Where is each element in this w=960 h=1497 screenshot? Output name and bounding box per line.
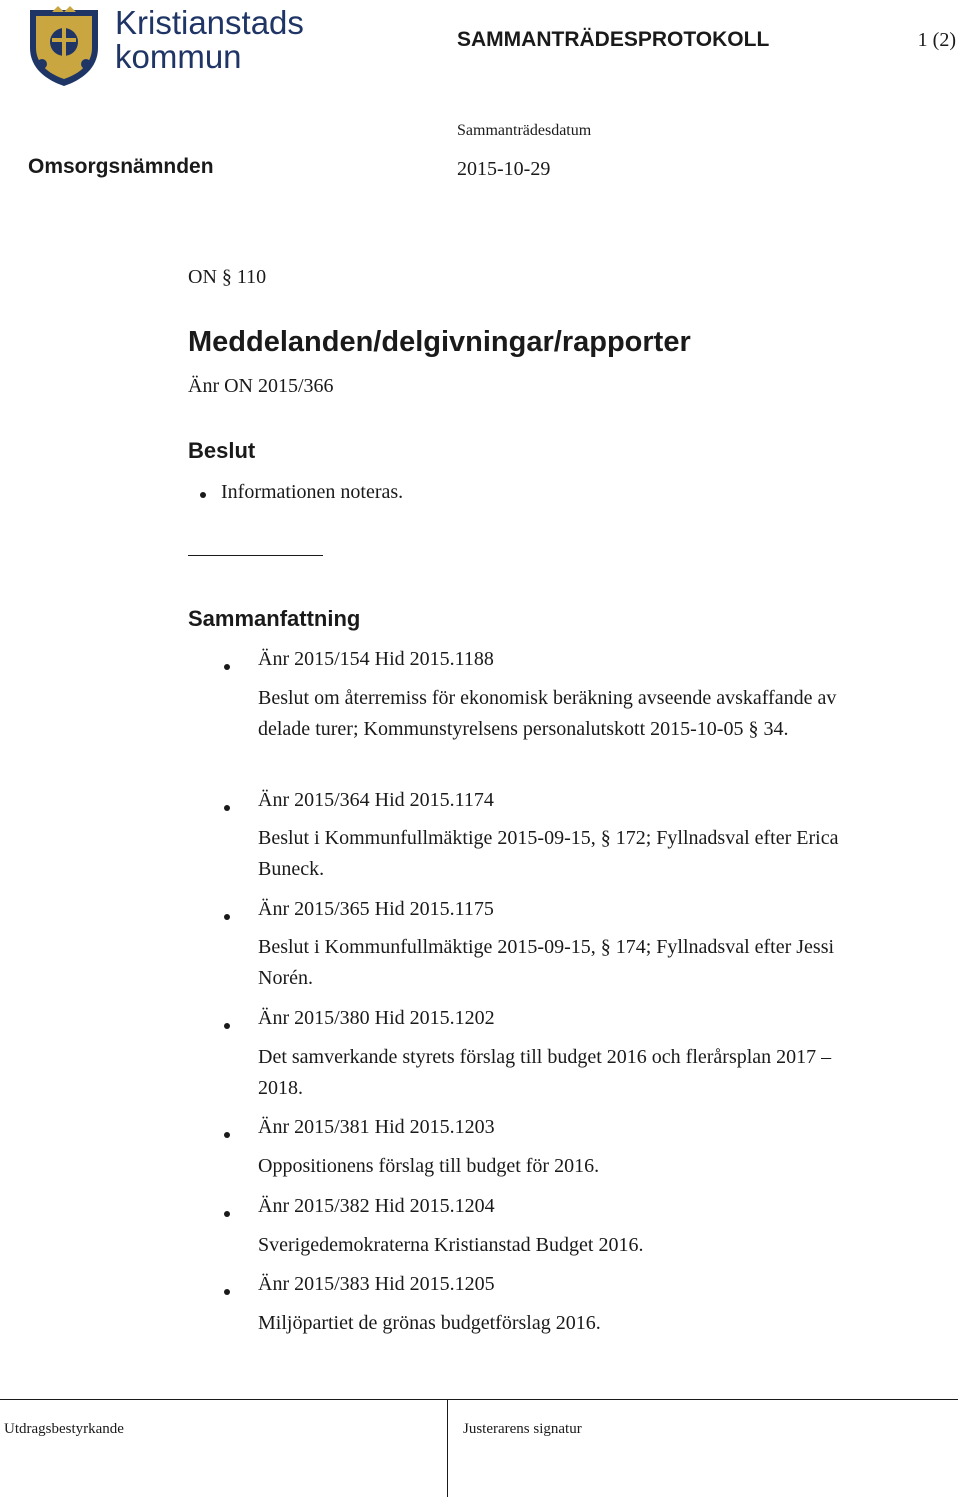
summary-item-desc: Beslut om återremiss för ekonomisk beräkning avseende avskaffande av delade turer; Kommunstyrelsens personalutskott 2015-10-05 § 34. bbox=[258, 687, 837, 740]
summary-item-head: Änr 2015/381 Hid 2015.1203 bbox=[258, 1116, 495, 1138]
decision-item: Informationen noteras. bbox=[221, 481, 404, 503]
summary-item-desc: Sverigedemokraterna Kristianstad Budget 2016. bbox=[258, 1234, 644, 1256]
document-type: SAMMANTRÄDESPROTOKOLL bbox=[457, 28, 770, 51]
bullet-icon bbox=[224, 1211, 230, 1217]
bullet-icon bbox=[224, 805, 230, 811]
summary-item-head: Änr 2015/154 Hid 2015.1188 bbox=[258, 648, 494, 670]
summary-item-head: Änr 2015/382 Hid 2015.1204 bbox=[258, 1195, 495, 1217]
meeting-date-label: Sammanträdesdatum bbox=[457, 122, 592, 139]
certified-extract-label: Utdragsbestyrkande bbox=[4, 1421, 124, 1437]
summary-item-desc: Beslut i Kommunfullmäktige 2015-09-15, § 174; Fyllnadsval efter Jessi Norén. bbox=[258, 936, 835, 989]
bullet-icon bbox=[224, 1132, 230, 1138]
coat-of-arms-icon bbox=[22, 4, 106, 88]
bullet-icon bbox=[224, 914, 230, 920]
footer-column-divider bbox=[447, 1399, 448, 1497]
committee-name: Omsorgsnämnden bbox=[28, 155, 214, 178]
logo-wordmark bbox=[115, 6, 304, 74]
section-title: Meddelanden/delgivningar/rapporter bbox=[188, 326, 691, 358]
bullet-icon bbox=[224, 1023, 230, 1029]
summary-heading: Sammanfattning bbox=[188, 606, 361, 631]
decision-heading: Beslut bbox=[188, 438, 256, 463]
section-number: ON § 110 bbox=[188, 266, 267, 288]
summary-item-head: Änr 2015/364 Hid 2015.1174 bbox=[258, 789, 494, 811]
summary-item-desc: Det samverkande styrets förslag till budget 2016 och flerårsplan 2017 – 2018. bbox=[258, 1046, 832, 1099]
page-number: 1 (2) bbox=[917, 29, 956, 51]
summary-item-desc: Oppositionens förslag till budget för 2016. bbox=[258, 1155, 600, 1177]
case-number: Änr ON 2015/366 bbox=[188, 375, 334, 397]
summary-item-desc: Miljöpartiet de grönas budgetförslag 2016. bbox=[258, 1312, 601, 1334]
meeting-date-value: 2015-10-29 bbox=[457, 158, 551, 180]
bullet-icon bbox=[200, 492, 206, 498]
adjuster-signature-label: Justerarens signatur bbox=[463, 1421, 582, 1437]
logo-line-2: kommun bbox=[115, 38, 242, 75]
logo-line-1: Kristianstads bbox=[115, 4, 304, 41]
summary-item-head: Änr 2015/365 Hid 2015.1175 bbox=[258, 898, 494, 920]
summary-item-head: Änr 2015/383 Hid 2015.1205 bbox=[258, 1273, 495, 1295]
bullet-icon bbox=[224, 664, 230, 670]
footer-divider bbox=[0, 1399, 958, 1400]
separator-line bbox=[188, 555, 323, 556]
bullet-icon bbox=[224, 1289, 230, 1295]
summary-item-desc: Beslut i Kommunfullmäktige 2015-09-15, § 172; Fyllnadsval efter Erica Buneck. bbox=[258, 827, 839, 880]
summary-item-head: Änr 2015/380 Hid 2015.1202 bbox=[258, 1007, 495, 1029]
